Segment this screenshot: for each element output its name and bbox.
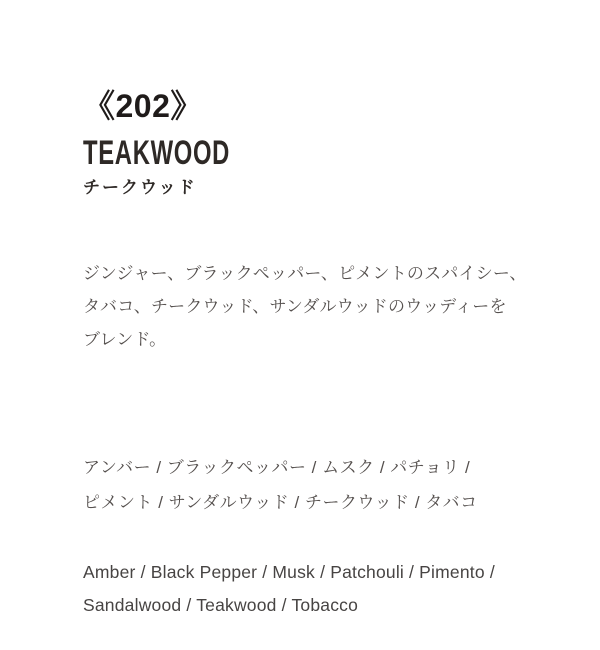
description-jp-line-1: ジンジャー、ブラックペッパー、ピメントのスパイシー、 bbox=[83, 264, 527, 283]
notes-en-line-2: Sandalwood / Teakwood / Tobacco bbox=[83, 595, 359, 615]
product-name-en-text: TEAKWOOD bbox=[83, 134, 231, 172]
notes-jp-line-1: アンバー / ブラックペッパー / ムスク / パチョリ / bbox=[83, 458, 471, 477]
fragrance-notes-en bbox=[83, 556, 545, 622]
product-number-heading: 《202》 bbox=[83, 88, 203, 124]
description-jp-line-2: タバコ、チークウッド、サンダルウッドのウッディーを bbox=[83, 297, 507, 316]
product-name-jp-heading: チークウッド bbox=[83, 178, 197, 197]
product-name-en-heading bbox=[83, 134, 545, 172]
description-jp bbox=[83, 257, 545, 356]
product-description-content bbox=[83, 0, 545, 622]
fragrance-notes-jp bbox=[83, 450, 545, 520]
description-jp-line-3: ブレンド。 bbox=[83, 330, 167, 349]
notes-jp-line-2: ピメント / サンダルウッド / チークウッド / タバコ bbox=[83, 493, 478, 512]
notes-en-line-1: Amber / Black Pepper / Musk / Patchouli / Pimento / bbox=[83, 562, 495, 582]
